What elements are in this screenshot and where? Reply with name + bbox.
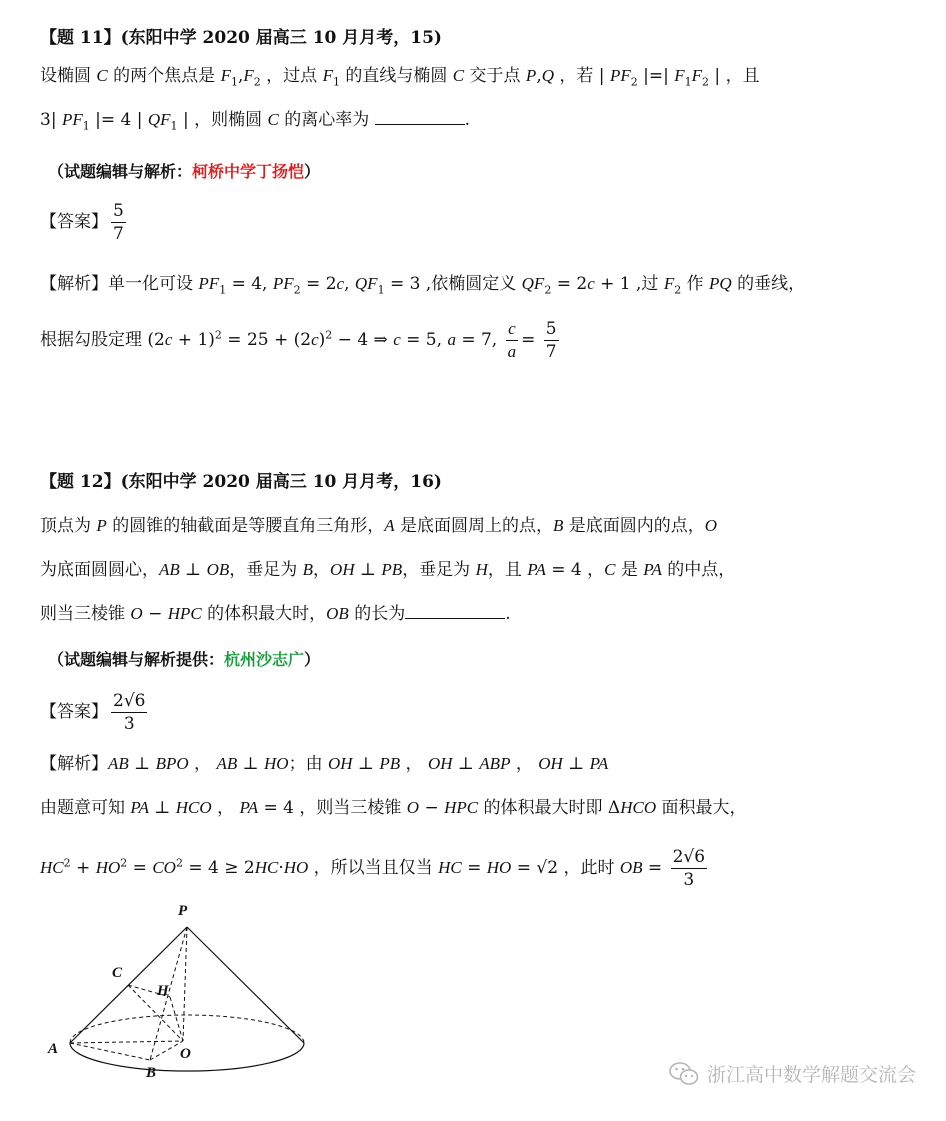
watermark xyxy=(669,1060,916,1087)
label-H: H xyxy=(157,983,169,999)
wechat-icon xyxy=(669,1061,699,1087)
label-O: O xyxy=(180,1046,191,1062)
q12-header: 【题 12】(东阳中学 2020 届高三 10 月月考，16) xyxy=(40,472,442,492)
q12-answer-fraction: $\frac{2√6}{3}$ xyxy=(113,691,146,734)
label-B: B xyxy=(146,1065,157,1081)
q12-answer xyxy=(40,690,150,735)
watermark-text: 浙江高中数学解题交流会 xyxy=(706,1064,916,1086)
q11-stem-line2: 3| $PF_1$ |= 4 | $QF_1$ | ，则椭圆 C 的离心率为 . xyxy=(40,110,471,133)
q12-credit-name: 杭州沙志广 xyxy=(224,650,305,669)
label-A: A xyxy=(48,1041,59,1057)
q11-credit: （试题编辑与解析：柯桥中学丁扬恺） xyxy=(48,162,321,181)
q11-analysis-line2: 根据勾股定理 $(2c + 1)^2 = 25 + (2c)^2 - 4$ ⇒ c = 5, a = 7, $\frac{c}{a}$ = $\frac{5}{7}$ xyxy=(40,319,557,362)
q12-credit: （试题编辑与解析提供：杭州沙志广） xyxy=(48,650,321,669)
q12-analysis-line3: $HC^2 + HO^2 = CO^2 = 4 \ge 2HC\cdot HO$ ，所以当且仅当 HC = HO = √2 ，此时 OB = $\frac{2√6}{3}$ xyxy=(40,847,706,890)
q11-answer-fraction: $\frac{5}{7}$ xyxy=(113,201,124,244)
cone-figure xyxy=(40,895,310,1085)
q11-answer xyxy=(40,200,129,245)
q11-header: 【题 11】(东阳中学 2020 届高三 10 月月考，15) xyxy=(40,28,442,48)
q11-analysis-line1: 【解析】单一化可设 $PF_1 = 4$, $PF_2 = 2c$, $QF_1 = 3$ ,依椭圆定义 $QF_2 = 2c + 1$ ,过 $F_2$ 作 PQ 的垂线， xyxy=(40,274,806,297)
q11-answer-label: 【答案】 xyxy=(40,212,108,232)
q11-stem-line1: 设椭圆 C 的两个焦点是 $F_1,F_2$ ，过点 $F_1$ 的直线与椭圆 C 交于点 P,Q ，若 | $PF_2$ |=| $F_1F_2$ | ，且 xyxy=(40,66,760,89)
q11-credit-name: 柯桥中学丁扬恺 xyxy=(192,162,305,181)
q12-stem-line3: 则当三棱锥 O − HPC 的体积最大时，OB 的长为 . xyxy=(40,604,511,624)
q12-answer-label: 【答案】 xyxy=(40,702,108,722)
q12-analysis-line2: 由题意可知 PA ⊥ HCO ， PA = 4 ，则当三棱锥 O − HPC 的体积最大时即 ΔHCO 面积最大， xyxy=(40,798,747,818)
label-C: C xyxy=(112,965,123,981)
q12-analysis-line1: 【解析】AB ⊥ BPO ， AB ⊥ HO；由 OH ⊥ PB ， OH ⊥ ABP ， OH ⊥ PA xyxy=(40,754,609,774)
q12-stem-line1: 顶点为 P 的圆锥的轴截面是等腰直角三角形，A 是底面圆周上的点，B 是底面圆内的点，O xyxy=(40,516,718,536)
label-P: P xyxy=(178,903,188,919)
q12-stem-line2: 为底面圆圆心，AB ⊥ OB，垂足为 B，OH ⊥ PB，垂足为 H，且 PA = 4 ，C 是 PA 的中点， xyxy=(40,560,736,580)
